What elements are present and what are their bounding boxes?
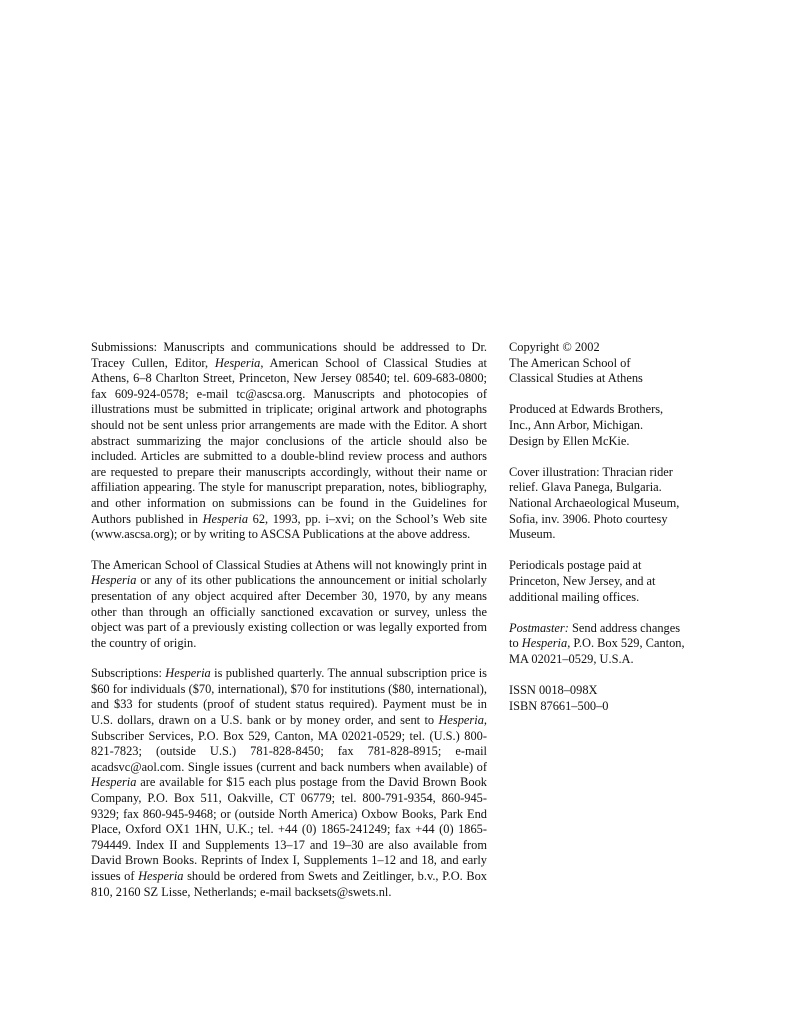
postage-block [509,558,709,605]
side-column [509,340,709,730]
text-run: , P.O. Box 529, Canton, [567,636,685,651]
cover-line: relief. Glava Panega, Bulgaria. [509,480,662,495]
cover-line: Museum. [509,527,556,542]
cover-line: Sofia, inv. 3906. Photo courtesy [509,511,668,526]
postage-line: Princeton, New Jersey, and at [509,573,656,588]
production-block [509,402,709,449]
text-run: is published quarterly. The annual subscription price is $60 for individuals ($70, international), $70 for institutions ($80, international), and $33 for students (proof of student status required). Payment must be in U.S. dollars, drawn on a U.S. bank or by money order, and sent to [91,666,487,728]
issn-line: ISSN 0018–098X [509,683,598,698]
text-run: Submissions: Manuscripts and communications should be addressed to Dr. Tracey Cullen, Editor, [91,340,487,370]
journal-title: Hesperia [91,573,137,588]
production-line: Inc., Ann Arbor, Michigan. [509,417,644,432]
cover-line: National Archaeological Museum, [509,495,680,510]
postage-line: additional mailing offices. [509,589,640,604]
isbn-line: ISBN 87661–500–0 [509,698,609,713]
cover-line: Cover illustration: Thracian rider [509,464,673,479]
text-run: The American School of Classical Studies at Athens will not knowingly print in [91,557,487,572]
copyright-line: Classical Studies at Athens [509,371,643,386]
acquisition-policy-paragraph [91,558,487,652]
cover-illustration-block [509,465,709,543]
copyright-line: Copyright © 2002 [509,340,600,354]
text-run: Subscriptions: [91,666,166,681]
postage-line: Periodicals postage paid at [509,558,642,573]
text-run: or any of its other publications the announcement or initial scholarly presentation of any object acquired after December 30, 1970, by any means other than through an officially sanctioned excavation or survey, unless the object was part of a previously existing collection or was legally exported from the country of origin. [91,573,487,650]
journal-title: Hesperia [214,355,261,370]
postmaster-label: Postmaster: [509,620,569,635]
copyright-block [509,340,709,387]
text-run: , American School of Classical Studies at Athens, 6–8 Charlton Street, Princeton, New Jersey 08540; tel. 609-683-0800; fax 609-924-0578; e-mail tc@ascsa.org. Manuscripts and photocopies of illustrations must be submitted in triplicate; original artwork and photographs should not be sent unless prior arrangements are made with the Editor. A short abstract summarizing the major conclusions of the article should also be included. Articles are submitted to a double-blind review process and authors are requested to prepare their manuscripts accordingly, without their name or affiliation appearing. The style for manuscript preparation, notes, bibliography, and other information on submissions can be found in the Guidelines for Authors published in [91,355,487,526]
production-line: Produced at Edwards Brothers, [509,402,664,417]
journal-title: Hesperia, [438,713,487,728]
text-run: 62, 1993, pp. i–xvi; on the School’s Web site (www.ascsa.org); or by writing to ASCSA Publications at the above address. [91,511,487,542]
submissions-paragraph [91,340,487,543]
journal-title: Hesperia [202,511,249,526]
postmaster-line [509,621,709,637]
journal-title: Hesperia [91,775,137,790]
main-column [91,340,487,915]
text-run: are available for $15 each plus postage from the David Brown Book Company, P.O. Box 511, Oakville, CT 06779; tel. 800-791-9354, 860-945-9329; fax 860-945-9468; or (outside North America) Oxbow Books, Park End Place, Oxford OX1 1HN, U.K.; tel. +44 (0) 1865-241249; fax +44 (0) 1865-794449. Index II and Supplements 13–17 and 19–30 are also available from David Brown Books. Reprints of Index I, Supplements 1–12 and 18, and early issues of [91,775,487,883]
journal-title: Hesperia [521,636,568,651]
copyright-line: The American School of [509,355,631,370]
text-run: Subscriber Services, P.O. Box 529, Canton, MA 02021-0529; tel. (U.S.) 800-821-7823; (outside U.S.) 781-828-8450; fax 781-828-8915; e-mail acadsvc@aol.com. Single issues (current and back numbers when available) of [91,728,487,774]
isbn-block [509,683,709,714]
journal-title: Hesperia [138,869,184,883]
postmaster-line [509,636,709,652]
postmaster-block [509,621,709,668]
subscriptions-paragraph [91,666,487,900]
text-run: should be ordered from Swets and Zeitlinger, b.v., P.O. Box 810, 2160 SZ Lisse, Netherlands; e-mail backsets@swets.nl. [91,869,487,899]
production-line: Design by Ellen McKie. [509,433,630,448]
postmaster-line: MA 02021–0529, U.S.A. [509,651,634,666]
text-run: to [509,636,522,651]
text-run: Send address changes [568,620,681,635]
journal-title: Hesperia [165,666,211,681]
